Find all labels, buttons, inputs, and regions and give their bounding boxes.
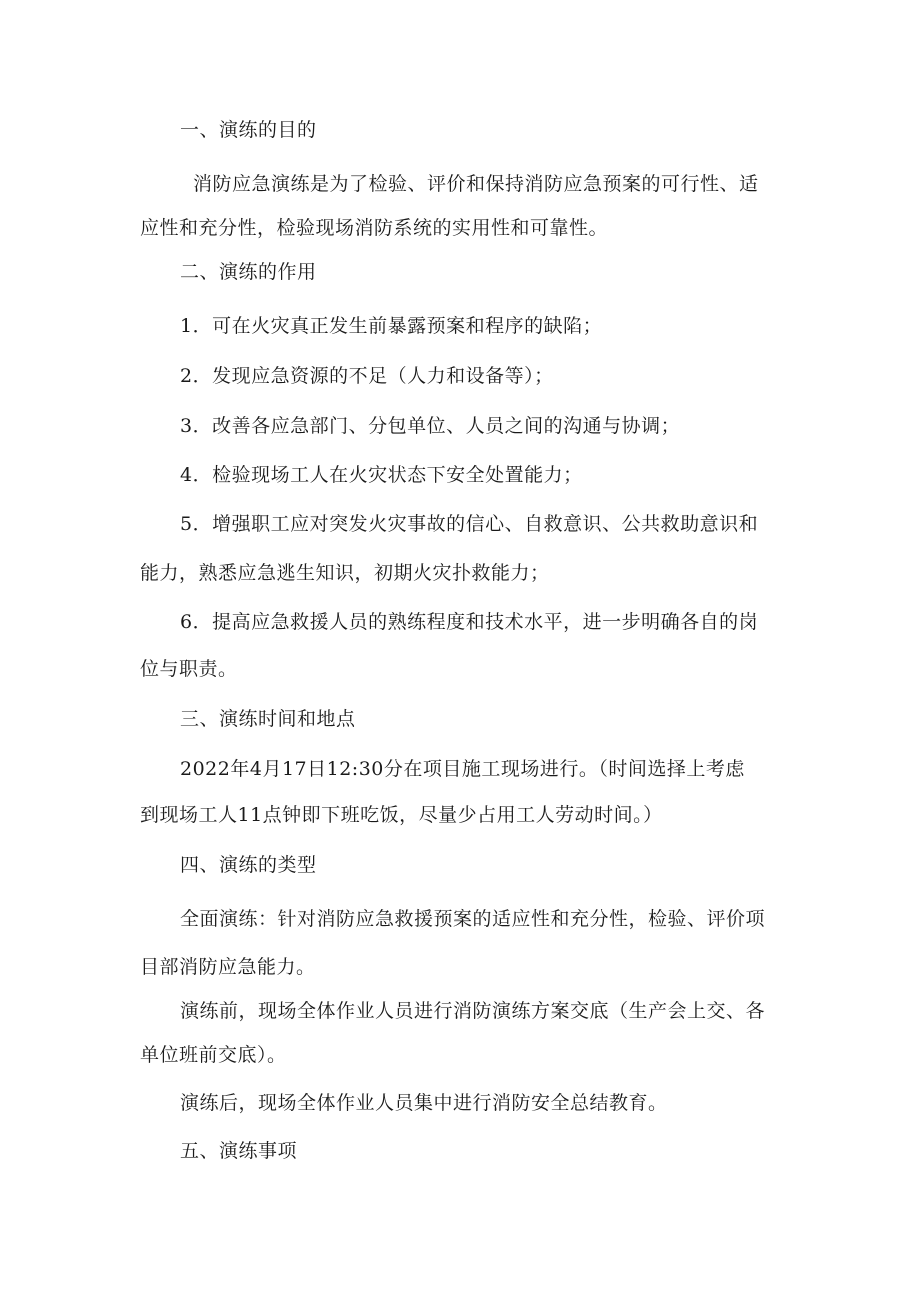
list-item: 2．发现应急资源的不足（人力和设备等）； [180,365,554,387]
list-item-continuation: 能力，熟悉应急逃生知识，初期火灾扑救能力； [140,562,550,584]
list-item: 6．提高应急救援人员的熟练程度和技术水平，进一步明确各自的岗 [180,611,759,633]
list-item: 4．检验现场工人在火灾状态下安全处置能力； [180,464,583,486]
list-item: 5．增强职工应对突发火灾事故的信心、自救意识、公共救助意识和 [180,513,759,535]
list-item: 1．可在火灾真正发生前暴露预案和程序的缺陷； [180,315,603,337]
paragraph-line: 目部消防应急能力。 [140,956,316,978]
section-heading-matters: 五、演练事项 [180,1140,298,1162]
paragraph-line: 单位班前交底）。 [140,1044,287,1066]
paragraph-line: 2022年4月17日12:30分在项目施工现场进行。（时间选择上考虑 [180,758,745,780]
paragraph-line: 演练后，现场全体作业人员集中进行消防安全总结教育。 [180,1092,668,1114]
paragraph-line: 消防应急演练是为了检验、评价和保持消防应急预案的可行性、适 [193,173,759,195]
list-item-continuation: 位与职责。 [140,658,238,680]
paragraph-line: 到现场工人11点钟即下班吃饭，尽量少占用工人劳动时间。） [140,804,663,826]
section-heading-purpose: 一、演练的目的 [180,119,317,141]
section-heading-function: 二、演练的作用 [180,261,317,283]
paragraph-line: 应性和充分性，检验现场消防系统的实用性和可靠性。 [140,217,609,239]
paragraph-line: 演练前，现场全体作业人员进行消防演练方案交底（生产会上交、各 [180,1000,766,1022]
section-heading-time-place: 三、演练时间和地点 [180,708,356,730]
section-heading-type: 四、演练的类型 [180,854,317,876]
list-item: 3．改善各应急部门、分包单位、人员之间的沟通与协调； [180,415,681,437]
paragraph-line: 全面演练：针对消防应急救援预案的适应性和充分性，检验、评价项 [180,908,766,930]
